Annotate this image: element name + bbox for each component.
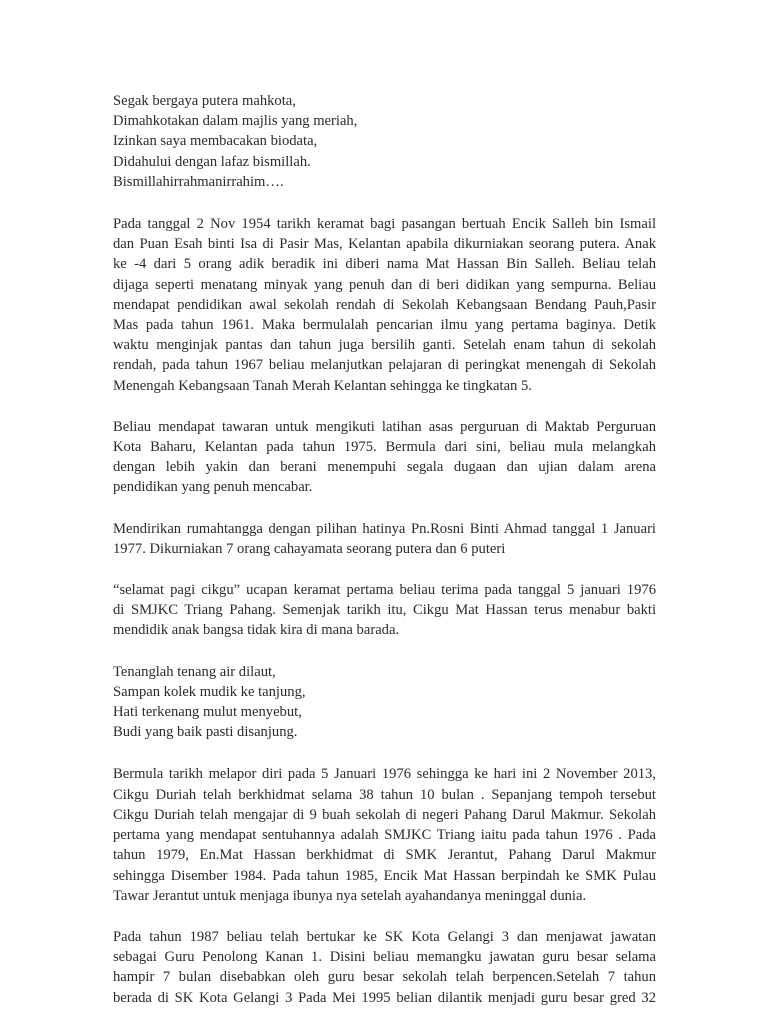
text-line: pertama yang mendapat sentuhannya adalah SMJKC Triang iaitu pada tahun 1976 . Pada bbox=[113, 827, 656, 844]
text-line: Cikgu Duriah telah mengajar di 9 buah sekolah di negeri Pahang Darul Makmur. Sekolah bbox=[113, 806, 656, 823]
verse-line: Sampan kolek mudik ke tanjung, bbox=[113, 683, 306, 700]
text-line: rendah, pada tahun 1967 beliau melanjutkan pelajaran di peringkat menengah di Sekolah bbox=[113, 357, 656, 374]
paragraph-first-posting bbox=[113, 580, 656, 641]
text-line: Pada tanggal 2 Nov 1954 tarikh keramat bagi pasangan bertuah Encik Salleh bin Ismail bbox=[113, 216, 656, 233]
text-line: Kota Baharu, Kelantan pada tahun 1975. Bermula dari sini, beliau mula melangkah bbox=[113, 439, 656, 456]
text-line: dengan lebih yakin dan berani menempuhi segala dugaan dan ujian dalam arena bbox=[113, 459, 656, 476]
text-line: Beliau mendapat tawaran untuk mengikuti latihan asas perguruan di Maktab Perguruan bbox=[113, 418, 656, 435]
text-line: sebagai Guru Penolong Kanan 1. Disini beliau memangku jawatan guru besar selama bbox=[113, 949, 656, 966]
text-line: Bermula tarikh melapor diri pada 5 Januari 1976 sehingga ke hari ini 2 November 2013, bbox=[113, 766, 656, 783]
middle-pantun bbox=[113, 662, 656, 743]
opening-pantun bbox=[113, 91, 656, 192]
document-page bbox=[113, 91, 656, 1029]
text-line: Tawar Jerantut untuk menjaga ibunya nya setelah ayahandanya meninggal dunia. bbox=[113, 887, 587, 904]
paragraph-early-life bbox=[113, 214, 656, 396]
text-line: dan Puan Esah binti Isa di Pasir Mas, Kelantan apabila dikurniakan seorang putera. Anak bbox=[113, 236, 656, 253]
text-line: pendidikan yang penuh mencabar. bbox=[113, 479, 313, 496]
text-line: Menengah Kebangsaan Tanah Merah Kelantan sehingga ke tingkatan 5. bbox=[113, 377, 532, 394]
text-line: ke -4 dari 5 orang adik beradik ini diberi nama Mat Hassan Bin Salleh. Beliau telah bbox=[113, 256, 656, 273]
text-line: hampir 7 bulan disebabkan oleh guru besar sekolah telah berpencen.Setelah 7 tahun bbox=[113, 969, 656, 986]
verse-line: Bismillahirrahmanirrahim…. bbox=[113, 173, 284, 190]
text-line: sehingga Disember 1984. Pada tahun 1985, Encik Mat Hassan berpindah ke SMK Pulau bbox=[113, 867, 656, 884]
verse-line: Budi yang baik pasti disanjung. bbox=[113, 724, 298, 741]
text-line: Mas pada tahun 1961. Maka bermulalah pencarian ilmu yang pertama baginya. Detik bbox=[113, 317, 656, 334]
verse-line: Dimahkotakan dalam majlis yang meriah, bbox=[113, 113, 358, 130]
text-line: 1977. Dikurniakan 7 orang cahayamata seorang putera dan 6 puteri bbox=[113, 540, 506, 557]
text-line: Cikgu Duriah telah berkhidmat selama 38 tahun 10 bulan . Sepanjang tempoh tersebut bbox=[113, 786, 656, 803]
verse-line: Didahului dengan lafaz bismillah. bbox=[113, 153, 311, 170]
text-line: “selamat pagi cikgu” ucapan keramat pertama beliau terima pada tanggal 5 januari 1976 bbox=[113, 582, 656, 599]
text-line: tahun 1979, En.Mat Hassan berkhidmat di SMK Jerantut, Pahang Darul Makmur bbox=[113, 847, 656, 864]
verse-line: Tenanglah tenang air dilaut, bbox=[113, 663, 276, 680]
verse-line: Hati terkenang mulut menyebut, bbox=[113, 704, 302, 721]
text-line: dijaga seperti menatang minyak yang penuh dan di beri didikan yang sempurna. Beliau bbox=[113, 276, 656, 293]
verse-line: Izinkan saya membacakan biodata, bbox=[113, 133, 318, 150]
text-line: berada di SK Kota Gelangi 3 Pada Mei 1995 belian dilantik menjadi guru besar gred 32 bbox=[113, 989, 656, 1006]
text-line: Pada tahun 1987 beliau telah bertukar ke SK Kota Gelangi 3 dan menjawat jawatan bbox=[113, 928, 656, 945]
text-line: mendapat pendidikan awal sekolah rendah di Sekolah Kebangsaan Bendang Pauh,Pasir bbox=[113, 296, 656, 313]
text-line: waktu menginjak pantas dan tahun juga bersilih ganti. Setelah enam tahun di sekolah bbox=[113, 337, 656, 354]
paragraph-teacher-training bbox=[113, 417, 656, 498]
text-line: Mendirikan rumahtangga dengan pilihan hatinya Pn.Rosni Binti Ahmad tanggal 1 Januari bbox=[113, 520, 656, 537]
text-line: mendidik anak bangsa tidak kira di mana barada. bbox=[113, 622, 400, 639]
paragraph-service-record bbox=[113, 764, 656, 905]
paragraph-marriage bbox=[113, 519, 656, 559]
verse-line: Segak bergaya putera mahkota, bbox=[113, 93, 296, 109]
paragraph-headmaster bbox=[113, 927, 656, 1008]
text-line: di SMJKC Triang Pahang. Semenjak tarikh itu, Cikgu Mat Hassan terus menabur bakti bbox=[113, 602, 656, 619]
